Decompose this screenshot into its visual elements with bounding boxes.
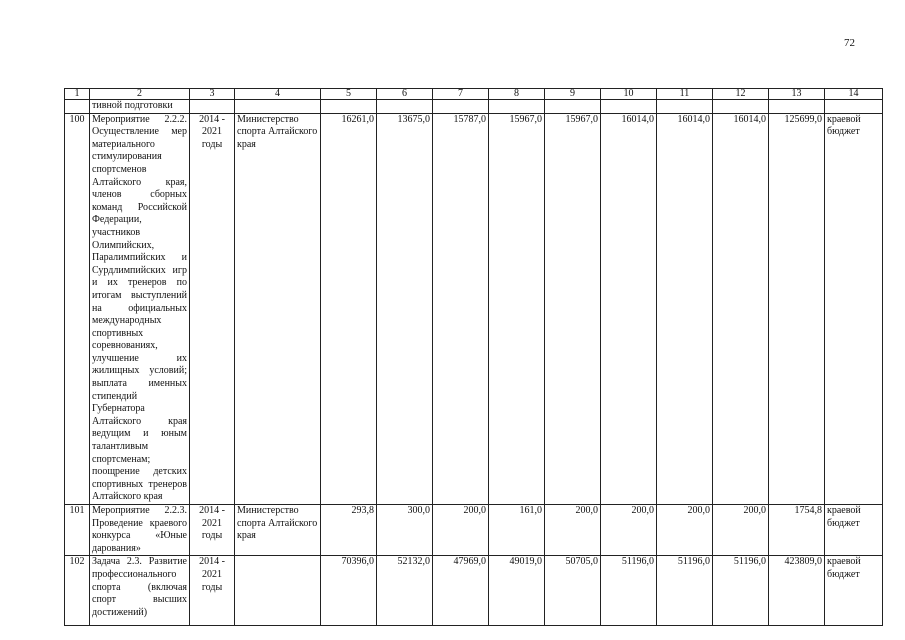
row-value-2018: 50705,0: [545, 556, 601, 626]
column-number-header-row: [65, 89, 883, 100]
program-budget-table: [64, 88, 883, 626]
row-value-2020: 51196,0: [657, 556, 713, 626]
row-value-2018: 200,0: [545, 505, 601, 556]
row-value-2016: 47969,0: [433, 556, 489, 626]
row-value-2021: 16014,0: [713, 113, 769, 504]
row-years: 2014 - 2021 годы: [190, 113, 235, 504]
row-value-2021: 51196,0: [713, 556, 769, 626]
row-executor: Министерство спорта Алтайского края: [235, 505, 321, 556]
row-value-2015: 13675,0: [377, 113, 433, 504]
row-value-2019: 51196,0: [601, 556, 657, 626]
row-funding-source: краевой бюджет: [825, 556, 883, 626]
header-col-13: 13: [769, 89, 825, 100]
continuation-description: тивной подготовки: [90, 100, 190, 114]
row-value-2019: 16014,0: [601, 113, 657, 504]
row-value-2014: 70396,0: [321, 556, 377, 626]
row-value-total: 125699,0: [769, 113, 825, 504]
row-value-2020: 200,0: [657, 505, 713, 556]
row-value-2017: 49019,0: [489, 556, 545, 626]
row-value-2019: 200,0: [601, 505, 657, 556]
row-description: Задача 2.3. Развитие профессионального спорта (включая спорт высших достижений): [90, 556, 190, 626]
row-value-2015: 52132,0: [377, 556, 433, 626]
row-number: 101: [65, 505, 90, 556]
header-col-10: 10: [601, 89, 657, 100]
row-description: Мероприятие 2.2.2. Осуществление мер материального стимулирования спортсменов Алтайского края, членов сборных команд Российской Федерации, участников Олимпийских, Паралимпийских и Сурдлимпийских игр и их тренеров по итогам выступлений на официальных международных спортивных соревнованиях, улучшение их жилищных условий; выплата именных стипендий Губернатора Алтайского края ведущим и юным талантливым спортсменам; поощрение детских спортивных тренеров Алтайского края: [90, 113, 190, 504]
header-col-14: 14: [825, 89, 883, 100]
row-value-2015: 300,0: [377, 505, 433, 556]
table-row: [65, 556, 883, 626]
row-description: Мероприятие 2.2.3. Проведение краевого конкурса «Юные дарования»: [90, 505, 190, 556]
header-col-4: 4: [235, 89, 321, 100]
row-funding-source: краевой бюджет: [825, 505, 883, 556]
header-col-7: 7: [433, 89, 489, 100]
row-value-2014: 293,8: [321, 505, 377, 556]
table-row: [65, 505, 883, 556]
header-col-11: 11: [657, 89, 713, 100]
header-col-9: 9: [545, 89, 601, 100]
row-value-2018: 15967,0: [545, 113, 601, 504]
row-number: 100: [65, 113, 90, 504]
row-executor: Министерство спорта Алтайского края: [235, 113, 321, 504]
row-value-2014: 16261,0: [321, 113, 377, 504]
header-col-2: 2: [90, 89, 190, 100]
row-years: 2014 - 2021 годы: [190, 505, 235, 556]
continuation-row: [65, 100, 883, 114]
header-col-12: 12: [713, 89, 769, 100]
row-value-2021: 200,0: [713, 505, 769, 556]
row-value-2017: 15967,0: [489, 113, 545, 504]
header-col-5: 5: [321, 89, 377, 100]
page-number: 72: [844, 37, 855, 49]
row-executor: [235, 556, 321, 626]
row-value-total: 1754,8: [769, 505, 825, 556]
header-col-1: 1: [65, 89, 90, 100]
row-value-2016: 200,0: [433, 505, 489, 556]
row-value-2017: 161,0: [489, 505, 545, 556]
header-col-3: 3: [190, 89, 235, 100]
row-funding-source: краевой бюджет: [825, 113, 883, 504]
row-value-2020: 16014,0: [657, 113, 713, 504]
row-value-2016: 15787,0: [433, 113, 489, 504]
row-value-total: 423809,0: [769, 556, 825, 626]
header-col-8: 8: [489, 89, 545, 100]
row-number: 102: [65, 556, 90, 626]
header-col-6: 6: [377, 89, 433, 100]
row-years: 2014 - 2021 годы: [190, 556, 235, 626]
table-row: [65, 113, 883, 504]
